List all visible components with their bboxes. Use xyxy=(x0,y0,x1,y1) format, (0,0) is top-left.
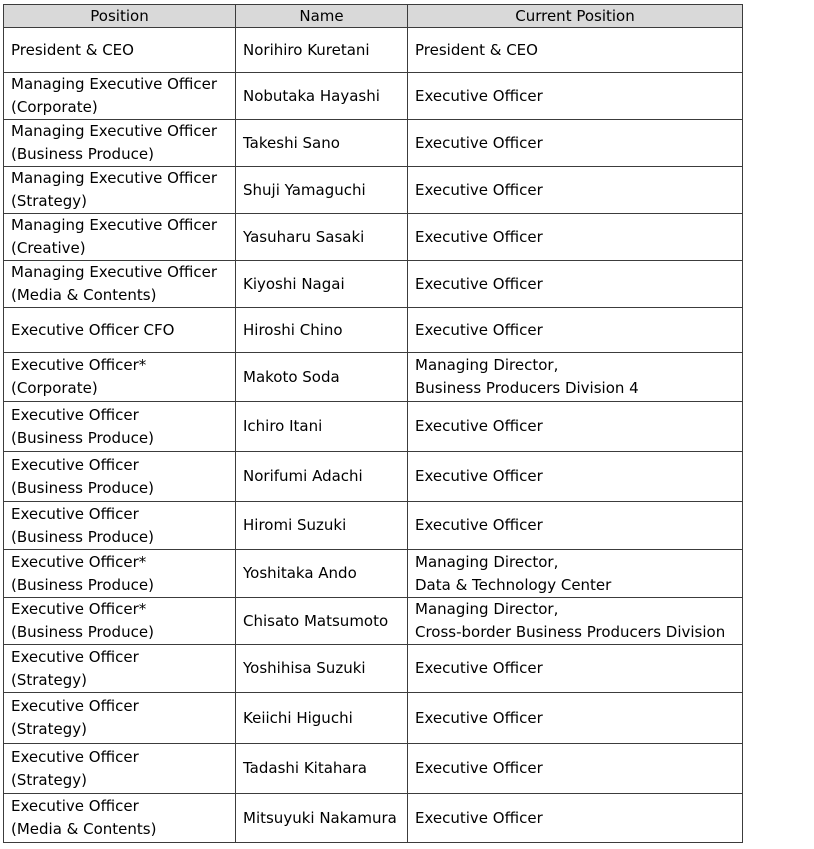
position-line: (Strategy) xyxy=(11,192,87,210)
cell-name: Hiromi Suzuki xyxy=(236,502,408,550)
position-line: Managing Executive Officer xyxy=(11,122,218,140)
position-line: Executive Officer xyxy=(11,504,139,523)
cell-name: Shuji Yamaguchi xyxy=(236,167,408,214)
table-header xyxy=(4,5,743,28)
cell-current-position xyxy=(408,794,743,843)
cell-position xyxy=(4,73,236,120)
cell-name: Nobutaka Hayashi xyxy=(236,73,408,120)
position-line: (Business Produce) xyxy=(11,623,154,641)
position-line: (Corporate) xyxy=(11,379,98,397)
table-row xyxy=(4,167,743,214)
cell-current-position xyxy=(408,73,743,120)
current-position-line: Executive Officer xyxy=(415,274,543,293)
position-line: (Business Produce) xyxy=(11,478,154,497)
cell-current-position xyxy=(408,452,743,502)
cell-current-position xyxy=(408,402,743,452)
cell-current-position xyxy=(408,502,743,550)
cell-current-position xyxy=(408,598,743,645)
table-body xyxy=(4,28,743,843)
position-line: Executive Officer xyxy=(11,697,139,715)
cell-name: Hiroshi Chino xyxy=(236,308,408,353)
table-row xyxy=(4,693,743,744)
table-row xyxy=(4,794,743,843)
table-row xyxy=(4,402,743,452)
table-row xyxy=(4,261,743,308)
position-line: Executive Officer* xyxy=(11,356,147,374)
table-row xyxy=(4,28,743,73)
table-row xyxy=(4,353,743,402)
table-row xyxy=(4,452,743,502)
cell-current-position xyxy=(408,645,743,693)
cell-position xyxy=(4,261,236,308)
table-row xyxy=(4,645,743,693)
position-line: Executive Officer CFO xyxy=(11,320,175,339)
cell-name: Yoshihisa Suzuki xyxy=(236,645,408,693)
position-line: Executive Officer xyxy=(11,797,139,815)
table-row xyxy=(4,120,743,167)
table-row xyxy=(4,214,743,261)
cell-position xyxy=(4,120,236,167)
position-line: President & CEO xyxy=(11,40,134,59)
cell-current-position xyxy=(408,308,743,353)
current-position-line: Business Producers Division 4 xyxy=(415,379,639,397)
position-line: (Media & Contents) xyxy=(11,820,157,838)
officers-table xyxy=(3,4,743,843)
position-line: Executive Officer xyxy=(11,405,139,424)
position-line: Executive Officer xyxy=(11,747,139,766)
cell-name: Yoshitaka Ando xyxy=(236,550,408,598)
current-position-line: Executive Officer xyxy=(415,227,543,246)
current-position-line: Executive Officer xyxy=(415,320,543,339)
cell-position xyxy=(4,502,236,550)
current-position-line: Managing Director, xyxy=(415,356,559,374)
current-position-line: Executive Officer xyxy=(415,180,543,199)
cell-current-position xyxy=(408,693,743,744)
cell-position xyxy=(4,308,236,353)
position-line: Managing Executive Officer xyxy=(11,75,218,93)
cell-current-position xyxy=(408,353,743,402)
cell-name: Makoto Soda xyxy=(236,353,408,402)
cell-name: Keiichi Higuchi xyxy=(236,693,408,744)
position-line: Executive Officer xyxy=(11,647,139,666)
position-line: (Business Produce) xyxy=(11,575,154,594)
position-line: Managing Executive Officer xyxy=(11,263,218,281)
current-position-line: President & CEO xyxy=(415,40,538,59)
header-row xyxy=(4,5,743,28)
cell-name: Takeshi Sano xyxy=(236,120,408,167)
cell-current-position xyxy=(408,550,743,598)
position-line: (Strategy) xyxy=(11,670,87,689)
current-position-line: Executive Officer xyxy=(415,86,543,105)
cell-position xyxy=(4,744,236,794)
position-line: (Media & Contents) xyxy=(11,286,157,304)
position-line: Managing Executive Officer xyxy=(11,216,218,234)
position-line: Executive Officer* xyxy=(11,600,147,618)
cell-name: Norifumi Adachi xyxy=(236,452,408,502)
cell-name: Chisato Matsumoto xyxy=(236,598,408,645)
cell-current-position xyxy=(408,28,743,73)
position-line: (Business Produce) xyxy=(11,527,154,546)
table-row xyxy=(4,550,743,598)
position-line: (Strategy) xyxy=(11,770,87,789)
cell-position xyxy=(4,353,236,402)
current-position-line: Data & Technology Center xyxy=(415,575,612,594)
cell-position xyxy=(4,794,236,843)
current-position-line: Executive Officer xyxy=(415,759,543,777)
header-position: Position xyxy=(4,5,236,28)
table-row xyxy=(4,598,743,645)
current-position-line: Managing Director, xyxy=(415,600,559,618)
cell-name: Ichiro Itani xyxy=(236,402,408,452)
cell-position xyxy=(4,214,236,261)
cell-current-position xyxy=(408,120,743,167)
table-row xyxy=(4,744,743,794)
cell-name: Yasuharu Sasaki xyxy=(236,214,408,261)
cell-name: Tadashi Kitahara xyxy=(236,744,408,794)
header-current-position: Current Position xyxy=(408,5,743,28)
current-position-line: Executive Officer xyxy=(415,133,543,152)
cell-position xyxy=(4,452,236,502)
header-name: Name xyxy=(236,5,408,28)
cell-position xyxy=(4,402,236,452)
table-row xyxy=(4,308,743,353)
current-position-line: Executive Officer xyxy=(415,417,543,435)
cell-current-position xyxy=(408,744,743,794)
position-line: Managing Executive Officer xyxy=(11,169,218,187)
cell-current-position xyxy=(408,214,743,261)
cell-current-position xyxy=(408,261,743,308)
position-line: (Creative) xyxy=(11,239,86,257)
table-row xyxy=(4,73,743,120)
current-position-line: Managing Director, xyxy=(415,552,559,571)
table-row xyxy=(4,502,743,550)
position-line: (Corporate) xyxy=(11,98,98,116)
position-line: (Business Produce) xyxy=(11,428,154,447)
position-line: (Business Produce) xyxy=(11,145,154,163)
current-position-line: Executive Officer xyxy=(415,659,543,677)
cell-name: Norihiro Kuretani xyxy=(236,28,408,73)
cell-name: Mitsuyuki Nakamura xyxy=(236,794,408,843)
position-line: Executive Officer xyxy=(11,455,139,474)
cell-position xyxy=(4,598,236,645)
position-line: Executive Officer* xyxy=(11,552,147,571)
current-position-line: Executive Officer xyxy=(415,708,543,727)
current-position-line: Executive Officer xyxy=(415,516,543,534)
cell-name: Kiyoshi Nagai xyxy=(236,261,408,308)
current-position-line: Executive Officer xyxy=(415,808,543,827)
cell-position xyxy=(4,645,236,693)
current-position-line: Executive Officer xyxy=(415,467,543,485)
cell-current-position xyxy=(408,167,743,214)
current-position-line: Cross-border Business Producers Division xyxy=(415,623,726,641)
officers-table-wrapper xyxy=(3,4,743,843)
cell-position xyxy=(4,693,236,744)
cell-position xyxy=(4,550,236,598)
cell-position xyxy=(4,167,236,214)
cell-position xyxy=(4,28,236,73)
position-line: (Strategy) xyxy=(11,720,87,738)
